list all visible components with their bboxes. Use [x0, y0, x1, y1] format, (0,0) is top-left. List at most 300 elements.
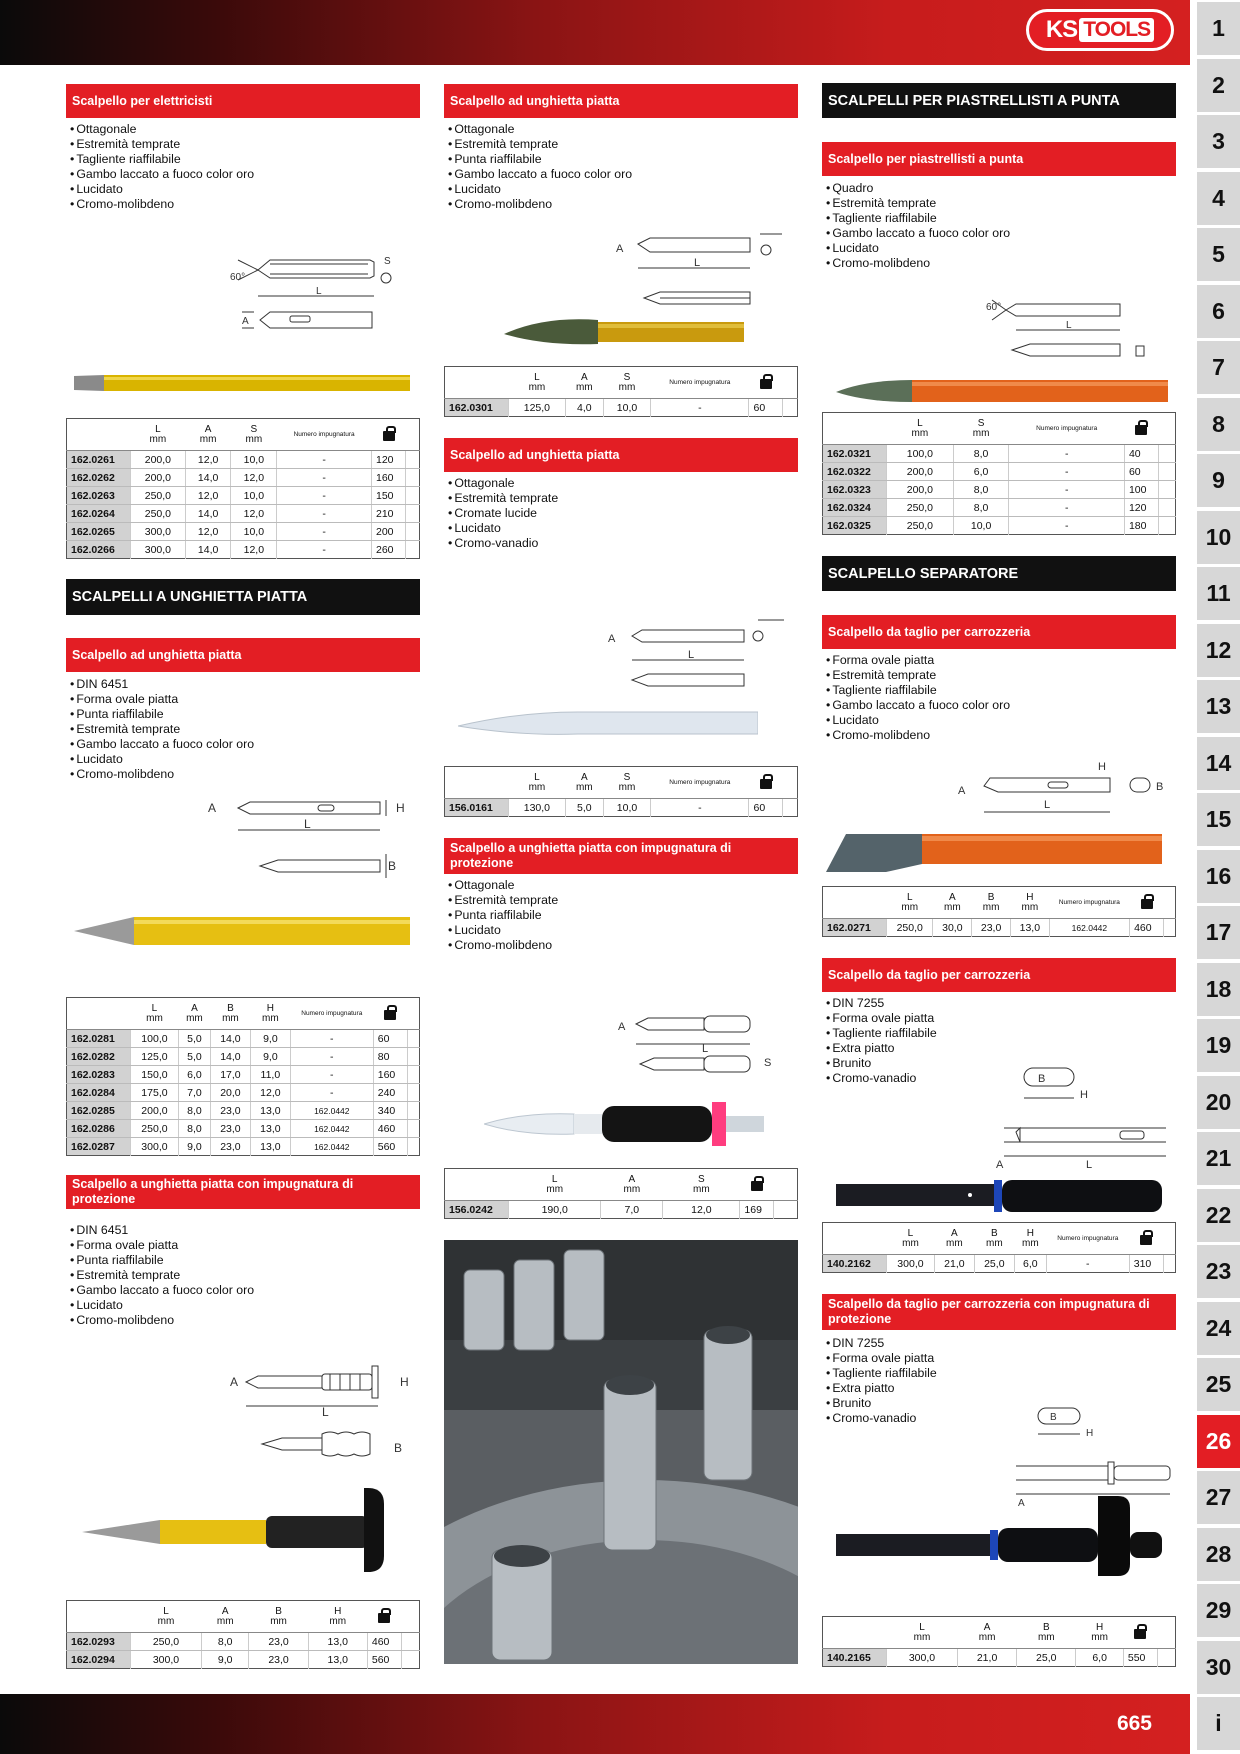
category-heading: SCALPELLI PER PIASTRELLISTI A PUNTA	[822, 83, 1176, 118]
table-cell: -	[1009, 481, 1125, 499]
header-cell	[367, 1601, 401, 1633]
header-cell: B mm	[1017, 1617, 1076, 1649]
feature-item: • Forma ovale piatta	[826, 1351, 937, 1366]
chapter-tab[interactable]: 16	[1197, 850, 1240, 903]
feature-list	[448, 476, 558, 551]
spec-table	[444, 366, 798, 417]
dim-B: B	[1050, 1412, 1057, 1423]
header-cell	[749, 367, 783, 399]
article-number: 162.0321	[823, 445, 887, 463]
table-cell: 60	[1124, 463, 1158, 481]
chapter-tab[interactable]: 20	[1197, 1076, 1240, 1129]
header-cell	[401, 1601, 419, 1633]
feature-item: • Gambo laccato a fuoco color oro	[826, 226, 1010, 241]
feature-item: • Cromo-vanadio	[826, 1071, 937, 1086]
chapter-tab[interactable]: 12	[1197, 624, 1240, 677]
table-cell: 550	[1123, 1649, 1157, 1667]
article-number: 162.0293	[67, 1633, 131, 1651]
chapter-tab[interactable]: 19	[1197, 1019, 1240, 1072]
table-cell: 100,0	[887, 445, 954, 463]
feature-item: • Lucidato	[448, 923, 558, 938]
table-cell: 80	[373, 1048, 407, 1066]
spec-table	[444, 1168, 798, 1219]
table-cell: 175,0	[131, 1084, 179, 1102]
table-cell: 11,0	[250, 1066, 290, 1084]
chisel-photo	[74, 915, 410, 947]
table-cell: -	[1009, 463, 1125, 481]
table-cell: -	[651, 799, 749, 817]
table-row	[445, 1201, 798, 1219]
table-row	[67, 1633, 420, 1651]
table-cell	[407, 1138, 419, 1156]
table-cell: 12,0	[185, 451, 231, 469]
table-cell: 8,0	[953, 499, 1009, 517]
chapter-tab[interactable]: 27	[1197, 1471, 1240, 1524]
article-number: 162.0262	[67, 469, 131, 487]
feature-item: • Cromo-vanadio	[826, 1411, 937, 1426]
table-cell: 240	[373, 1084, 407, 1102]
header-cell: B mm	[210, 998, 250, 1030]
weight-icon	[383, 426, 395, 441]
table-cell: 14,0	[210, 1030, 250, 1048]
table-cell: 250,0	[131, 1633, 202, 1651]
feature-item: • Punta riaffilabile	[448, 908, 558, 923]
table-cell	[406, 487, 420, 505]
table-cell: 12,0	[231, 541, 277, 559]
feature-item: • Estremità temprate	[70, 137, 254, 152]
feature-item: • Extra piatto	[826, 1381, 937, 1396]
technical-drawing	[984, 298, 1180, 360]
feature-item: • Brunito	[826, 1056, 937, 1071]
table-cell: 120	[372, 451, 406, 469]
article-number: 162.0271	[823, 919, 887, 937]
feature-item: • DIN 6451	[70, 1223, 254, 1238]
chapter-tab[interactable]: 6	[1197, 285, 1240, 338]
table-row	[67, 1102, 420, 1120]
header-cell	[823, 1223, 887, 1255]
table-cell: -	[1009, 517, 1125, 535]
article-number: 162.0325	[823, 517, 887, 535]
header-cell: L mm	[509, 1169, 601, 1201]
header-cell: L mm	[509, 367, 566, 399]
feature-item: • Estremità temprate	[448, 893, 558, 908]
table-cell	[1158, 481, 1175, 499]
table-cell: 200,0	[887, 463, 954, 481]
table-cell	[1158, 517, 1175, 535]
feature-item: • Forma ovale piatta	[70, 1238, 254, 1253]
feature-item: • Forma ovale piatta	[826, 653, 1010, 668]
header-cell	[823, 413, 887, 445]
header-cell: L mm	[131, 1601, 202, 1633]
chapter-tab[interactable]: 23	[1197, 1245, 1240, 1298]
feature-item: • DIN 7255	[826, 1336, 937, 1351]
table-cell: 10,0	[231, 487, 277, 505]
table-cell: 125,0	[131, 1048, 179, 1066]
header-cell: A mm	[185, 419, 231, 451]
table-cell: 8,0	[953, 481, 1009, 499]
table-cell	[407, 1030, 419, 1048]
feature-item: • Tagliente riaffilabile	[826, 1366, 937, 1381]
technical-drawing	[604, 612, 800, 690]
table-cell: -	[290, 1030, 373, 1048]
table-cell: 300,0	[887, 1649, 958, 1667]
category-heading: SCALPELLO SEPARATORE	[822, 556, 1176, 591]
header-cell	[372, 419, 406, 451]
chisel-photo	[504, 312, 744, 350]
article-number: 162.0261	[67, 451, 131, 469]
chisel-photo	[82, 1488, 410, 1572]
table-cell: 10,0	[231, 523, 277, 541]
header-cell: L mm	[131, 998, 179, 1030]
table-cell: 250,0	[887, 517, 954, 535]
header-cell	[1157, 1617, 1175, 1649]
table-cell: 14,0	[185, 505, 231, 523]
article-number: 162.0322	[823, 463, 887, 481]
header-cell: L mm	[887, 887, 933, 919]
dim-L: L	[688, 649, 695, 661]
feature-item: • Tagliente riaffilabile	[826, 1026, 937, 1041]
spec-table	[66, 418, 420, 559]
weight-icon	[378, 1608, 390, 1623]
table-cell: 14,0	[185, 541, 231, 559]
dim-H: H	[1080, 1089, 1088, 1101]
table-row	[67, 523, 420, 541]
spec-table	[822, 412, 1176, 535]
feature-list	[826, 996, 937, 1086]
table-cell	[1158, 463, 1175, 481]
chapter-tab[interactable]: 7	[1197, 341, 1240, 394]
header-cell: H mm	[250, 998, 290, 1030]
dim-A: A	[616, 243, 624, 255]
table-cell	[783, 799, 798, 817]
chisel-photo	[836, 1178, 1162, 1214]
section-title: Scalpello ad unghietta piatta	[66, 638, 420, 672]
table-cell	[401, 1651, 419, 1669]
table-cell: 460	[373, 1120, 407, 1138]
table-cell: 250,0	[131, 1120, 179, 1138]
table-cell: -	[651, 399, 749, 417]
chapter-tab[interactable]: 13	[1197, 680, 1240, 733]
table-cell: 162.0442	[290, 1102, 373, 1120]
spec-table	[822, 1222, 1176, 1273]
feature-item: • Punta riaffilabile	[70, 1253, 254, 1268]
header-cell	[1164, 887, 1176, 919]
table-cell: 4,0	[565, 399, 603, 417]
feature-item: • Estremità temprate	[826, 668, 1010, 683]
header-cell: H mm	[1010, 887, 1049, 919]
table-cell	[1164, 919, 1176, 937]
header-cell: A mm	[933, 887, 972, 919]
table-cell: 10,0	[603, 799, 650, 817]
table-row	[823, 1255, 1176, 1273]
table-cell: 30,0	[933, 919, 972, 937]
table-cell: 250,0	[887, 499, 954, 517]
dim-L: L	[694, 257, 701, 269]
header-cell: S mm	[953, 413, 1009, 445]
chapter-tab[interactable]: 10	[1197, 511, 1240, 564]
header-cell: A mm	[565, 767, 603, 799]
feature-item: • Cromo-molibdeno	[826, 256, 1010, 271]
feature-item: • Lucidato	[826, 241, 1010, 256]
table-cell: 23,0	[210, 1102, 250, 1120]
article-number: 162.0265	[67, 523, 131, 541]
article-number: 162.0281	[67, 1030, 131, 1048]
header-cell	[1163, 1223, 1175, 1255]
table-cell	[406, 451, 420, 469]
table-row	[67, 1084, 420, 1102]
chapter-tab[interactable]: 4	[1197, 172, 1240, 225]
header-cell: S mm	[663, 1169, 740, 1201]
page-header	[0, 0, 1190, 65]
spec-table	[822, 886, 1176, 937]
table-cell: 190,0	[509, 1201, 601, 1219]
feature-item: • Extra piatto	[826, 1041, 937, 1056]
table-row	[67, 469, 420, 487]
table-cell: 14,0	[185, 469, 231, 487]
chapter-tab[interactable]: 18	[1197, 963, 1240, 1016]
article-number: 162.0286	[67, 1120, 131, 1138]
header-cell	[1129, 1223, 1163, 1255]
feature-list	[70, 1223, 254, 1328]
table-cell: 6,0	[1076, 1649, 1123, 1667]
table-cell: -	[1009, 499, 1125, 517]
feature-item: • Lucidato	[448, 182, 632, 197]
table-cell: 23,0	[972, 919, 1011, 937]
table-cell: 17,0	[210, 1066, 250, 1084]
table-row	[445, 799, 798, 817]
dim-A: A	[230, 1375, 239, 1389]
chisel-photo	[826, 830, 1162, 874]
feature-list	[448, 878, 558, 953]
section-title: Scalpello per elettricisti	[66, 84, 420, 118]
article-number: 162.0287	[67, 1138, 131, 1156]
chapter-tab[interactable]: 9	[1197, 454, 1240, 507]
table-cell	[401, 1633, 419, 1651]
chapter-tab[interactable]: 1	[1197, 2, 1240, 55]
dim-L: L	[304, 817, 311, 831]
technical-drawing	[996, 1062, 1172, 1170]
table-cell: -	[1009, 445, 1125, 463]
table-row	[823, 517, 1176, 535]
header-cell: A mm	[565, 367, 603, 399]
feature-item: • Estremità temprate	[448, 491, 558, 506]
ks-tools-logo[interactable]	[1026, 9, 1174, 51]
article-number: 162.0263	[67, 487, 131, 505]
header-cell	[445, 1169, 509, 1201]
table-row	[823, 499, 1176, 517]
dim-H: H	[1086, 1428, 1094, 1439]
dim-L: L	[702, 1043, 709, 1055]
chapter-tab[interactable]: 14	[1197, 737, 1240, 790]
header-cell: S mm	[603, 367, 650, 399]
feature-item: • Gambo laccato a fuoco color oro	[70, 1283, 254, 1298]
table-cell: 60	[373, 1030, 407, 1048]
chapter-tab[interactable]: 17	[1197, 906, 1240, 959]
table-cell: 60	[749, 399, 783, 417]
table-cell: 210	[372, 505, 406, 523]
table-cell: 60	[749, 799, 783, 817]
table-cell	[407, 1066, 419, 1084]
chapter-tab[interactable]: 3	[1197, 115, 1240, 168]
section-title: Scalpello da taglio per carrozzeria	[822, 615, 1176, 649]
chapter-tab[interactable]: 22	[1197, 1189, 1240, 1242]
chapter-tab[interactable]: 21	[1197, 1132, 1240, 1185]
dim-A: A	[1018, 1498, 1025, 1509]
header-cell	[445, 367, 509, 399]
feature-list	[448, 122, 632, 212]
dim-B: B	[1156, 781, 1164, 793]
table-row	[67, 487, 420, 505]
page-number: 665	[1116, 1712, 1152, 1735]
table-header-row	[823, 887, 1176, 919]
header-cell	[1124, 413, 1158, 445]
table-cell: 310	[1129, 1255, 1163, 1273]
table-cell	[406, 469, 420, 487]
chisel-photo	[836, 376, 1168, 406]
table-cell: 100	[1124, 481, 1158, 499]
table-cell: 6,0	[178, 1066, 210, 1084]
table-cell: 180	[1124, 517, 1158, 535]
table-cell	[406, 523, 420, 541]
header-cell	[445, 767, 509, 799]
table-cell: 20,0	[210, 1084, 250, 1102]
table-cell: 300,0	[887, 1255, 935, 1273]
header-cell: L mm	[509, 767, 566, 799]
header-cell: L mm	[887, 1223, 935, 1255]
article-number: 162.0294	[67, 1651, 131, 1669]
table-cell: 260	[372, 541, 406, 559]
dim-A: A	[996, 1159, 1004, 1170]
feature-item: • Lucidato	[70, 1298, 254, 1313]
table-cell: 9,0	[201, 1651, 248, 1669]
feature-item: • Cromo-molibdeno	[70, 767, 254, 782]
header-cell	[749, 767, 783, 799]
table-cell: 12,0	[185, 523, 231, 541]
table-cell	[1157, 1649, 1175, 1667]
dim-B: B	[388, 859, 397, 873]
table-cell: 8,0	[953, 445, 1009, 463]
header-cell	[67, 419, 131, 451]
table-header-row	[67, 419, 420, 451]
table-cell: 200,0	[131, 469, 186, 487]
table-cell: 12,0	[231, 505, 277, 523]
feature-item: • Cromo-molibdeno	[70, 197, 254, 212]
table-cell	[407, 1048, 419, 1066]
table-cell: 150	[372, 487, 406, 505]
chapter-tab[interactable]: 25	[1197, 1358, 1240, 1411]
table-cell: 12,0	[185, 487, 231, 505]
dim-L: L	[1086, 1159, 1093, 1170]
chapter-tab[interactable]: 30	[1197, 1641, 1240, 1694]
table-cell: 8,0	[201, 1633, 248, 1651]
table-cell: 23,0	[249, 1633, 308, 1651]
table-cell: 7,0	[178, 1084, 210, 1102]
technical-drawing	[200, 790, 416, 880]
feature-item: • Ottagonale	[70, 122, 254, 137]
feature-item: • Cromo-molibdeno	[826, 728, 1010, 743]
feature-item: • Forma ovale piatta	[826, 1011, 937, 1026]
table-row	[823, 919, 1176, 937]
table-cell: 25,0	[974, 1255, 1014, 1273]
chapter-tab[interactable]: 29	[1197, 1584, 1240, 1637]
chapter-tab[interactable]: 15	[1197, 793, 1240, 846]
table-cell: 200,0	[131, 451, 186, 469]
feature-item: • Tagliente riaffilabile	[70, 152, 254, 167]
technical-drawing	[614, 1008, 800, 1082]
table-row	[823, 445, 1176, 463]
table-row	[67, 1066, 420, 1084]
table-cell: -	[290, 1048, 373, 1066]
chapter-tab[interactable]: 8	[1197, 398, 1240, 451]
section-title: Scalpello da taglio per carrozzeria	[822, 958, 1176, 992]
table-cell: 13,0	[308, 1651, 367, 1669]
feature-list	[826, 653, 1010, 743]
table-cell: 21,0	[934, 1255, 974, 1273]
table-cell: 162.0442	[290, 1120, 373, 1138]
table-cell: 12,0	[663, 1201, 740, 1219]
feature-list	[70, 677, 254, 782]
table-cell: 40	[1124, 445, 1158, 463]
chisel-photo	[458, 708, 758, 738]
dim-angle: 60°	[230, 272, 246, 283]
chapter-tab[interactable]: 24	[1197, 1302, 1240, 1355]
table-header-row	[445, 767, 798, 799]
header-cell	[1130, 887, 1164, 919]
header-cell: B mm	[249, 1601, 308, 1633]
feature-item: • Punta riaffilabile	[70, 707, 254, 722]
table-cell: -	[277, 541, 372, 559]
table-cell	[1158, 445, 1175, 463]
weight-icon	[760, 774, 772, 789]
table-cell: 200,0	[131, 1102, 179, 1120]
table-cell	[774, 1201, 798, 1219]
dim-H: H	[1098, 761, 1106, 773]
table-row	[67, 1651, 420, 1669]
table-row	[67, 505, 420, 523]
table-cell	[406, 541, 420, 559]
header-cell: L mm	[887, 1617, 958, 1649]
table-cell: 120	[1124, 499, 1158, 517]
chapter-tab[interactable]: 5	[1197, 228, 1240, 281]
chapter-tab[interactable]: 11	[1197, 567, 1240, 620]
table-cell: 9,0	[178, 1138, 210, 1156]
table-cell: 169	[740, 1201, 774, 1219]
table-cell: 100,0	[131, 1030, 179, 1048]
table-cell: 10,0	[953, 517, 1009, 535]
table-cell: 200	[372, 523, 406, 541]
table-row	[823, 1649, 1176, 1667]
header-cell	[406, 419, 420, 451]
table-cell: 13,0	[1010, 919, 1049, 937]
table-cell: 250,0	[131, 487, 186, 505]
dim-B: B	[1038, 1073, 1046, 1085]
header-cell: L mm	[131, 419, 186, 451]
table-cell: -	[290, 1084, 373, 1102]
table-row	[67, 1120, 420, 1138]
feature-item: • Lucidato	[70, 752, 254, 767]
chapter-tab[interactable]: 2	[1197, 59, 1240, 112]
chapter-tab[interactable]: 28	[1197, 1528, 1240, 1581]
table-row	[445, 399, 798, 417]
table-cell: 340	[373, 1102, 407, 1120]
dim-H: H	[396, 801, 405, 815]
chapter-tab[interactable]: i	[1197, 1697, 1240, 1750]
header-cell: Numero impugnatura	[1046, 1223, 1129, 1255]
dim-L: L	[322, 1405, 329, 1419]
weight-icon	[760, 374, 772, 389]
header-cell	[1158, 413, 1175, 445]
chapter-tab[interactable]: 26	[1197, 1415, 1240, 1468]
